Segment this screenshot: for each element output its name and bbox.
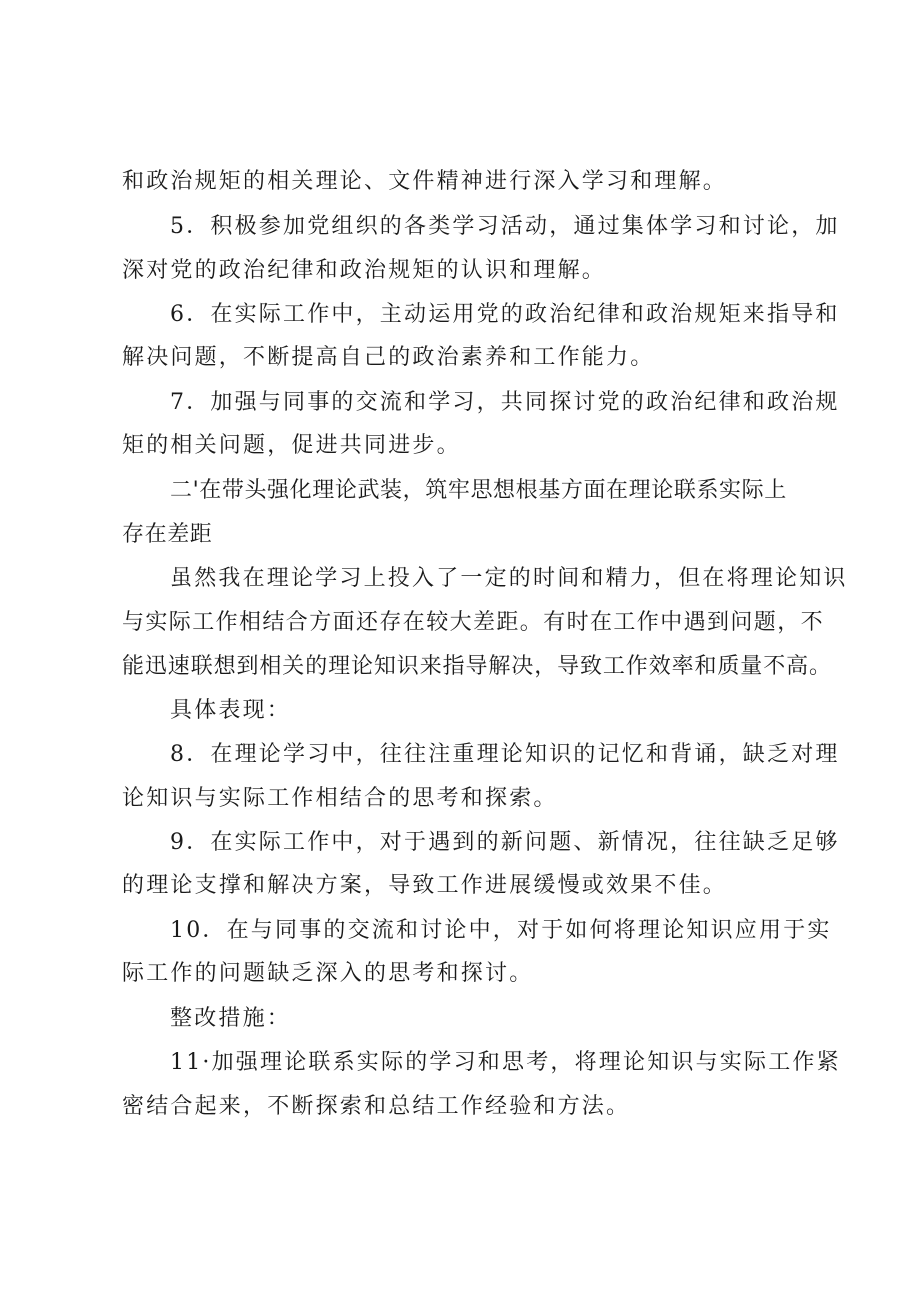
list-item-5-line-1: 5．积极参加党组织的各类学习活动，通过集体学习和讨论，加 <box>170 214 840 239</box>
list-item-6-line-1: 6．在实际工作中，主动运用党的政治纪律和政治规矩来指导和 <box>170 302 840 327</box>
list-item-9-line-2: 的理论支撑和解决方案，导致工作进展缓慢或效果不佳。 <box>122 873 728 898</box>
list-item-6-line-2: 解决问题，不断提高自己的政治素养和工作能力。 <box>122 345 655 370</box>
paragraph-line: 虽然我在理论学习上投入了一定的时间和精力，但在将理论知识 <box>170 566 848 591</box>
sub-heading: 整改措施： <box>170 1006 292 1031</box>
list-item-8-line-2: 论知识与实际工作相结合的思考和探索。 <box>122 786 558 811</box>
list-item-8-line-1: 8．在理论学习中，往往注重理论知识的记忆和背诵，缺乏对理 <box>170 742 840 767</box>
list-item-11-line-1: 11·加强理论联系实际的学习和思考，将理论知识与实际工作紧 <box>170 1050 841 1075</box>
list-item-10-line-2: 际工作的问题缺乏深入的思考和探讨。 <box>122 961 534 986</box>
sub-heading: 具体表现： <box>170 698 292 723</box>
list-item-5-line-2: 深对党的政治纪律和政治规矩的认识和理解。 <box>122 258 607 283</box>
list-item-10-line-1: 10．在与同事的交流和讨论中，对于如何将理论知识应用于实 <box>170 918 832 943</box>
paragraph-line: 能迅速联想到相关的理论知识来指导解决，导致工作效率和质量不高。 <box>122 654 832 679</box>
list-item-9-line-1: 9．在实际工作中，对于遇到的新问题、新情况，往往缺乏足够 <box>170 830 840 855</box>
list-item-7-line-1: 7．加强与同事的交流和学习，共同探讨党的政治纪律和政治规 <box>170 390 840 415</box>
list-item-7-line-2: 矩的相关问题，促进共同进步。 <box>122 433 461 458</box>
section-heading-line-1: 二'在带头强化理论武装，筑牢思想根基方面在理论联系实际上 <box>170 478 787 503</box>
list-item-11-line-2: 密结合起来，不断探索和总结工作经验和方法。 <box>122 1094 631 1119</box>
section-heading-line-2: 存在差距 <box>122 522 213 547</box>
paragraph-line: 和政治规矩的相关理论、文件精神进行深入学习和理解。 <box>122 169 728 194</box>
paragraph-line: 与实际工作相结合方面还存在较大差距。有时在工作中遇到问题，不 <box>122 610 825 635</box>
